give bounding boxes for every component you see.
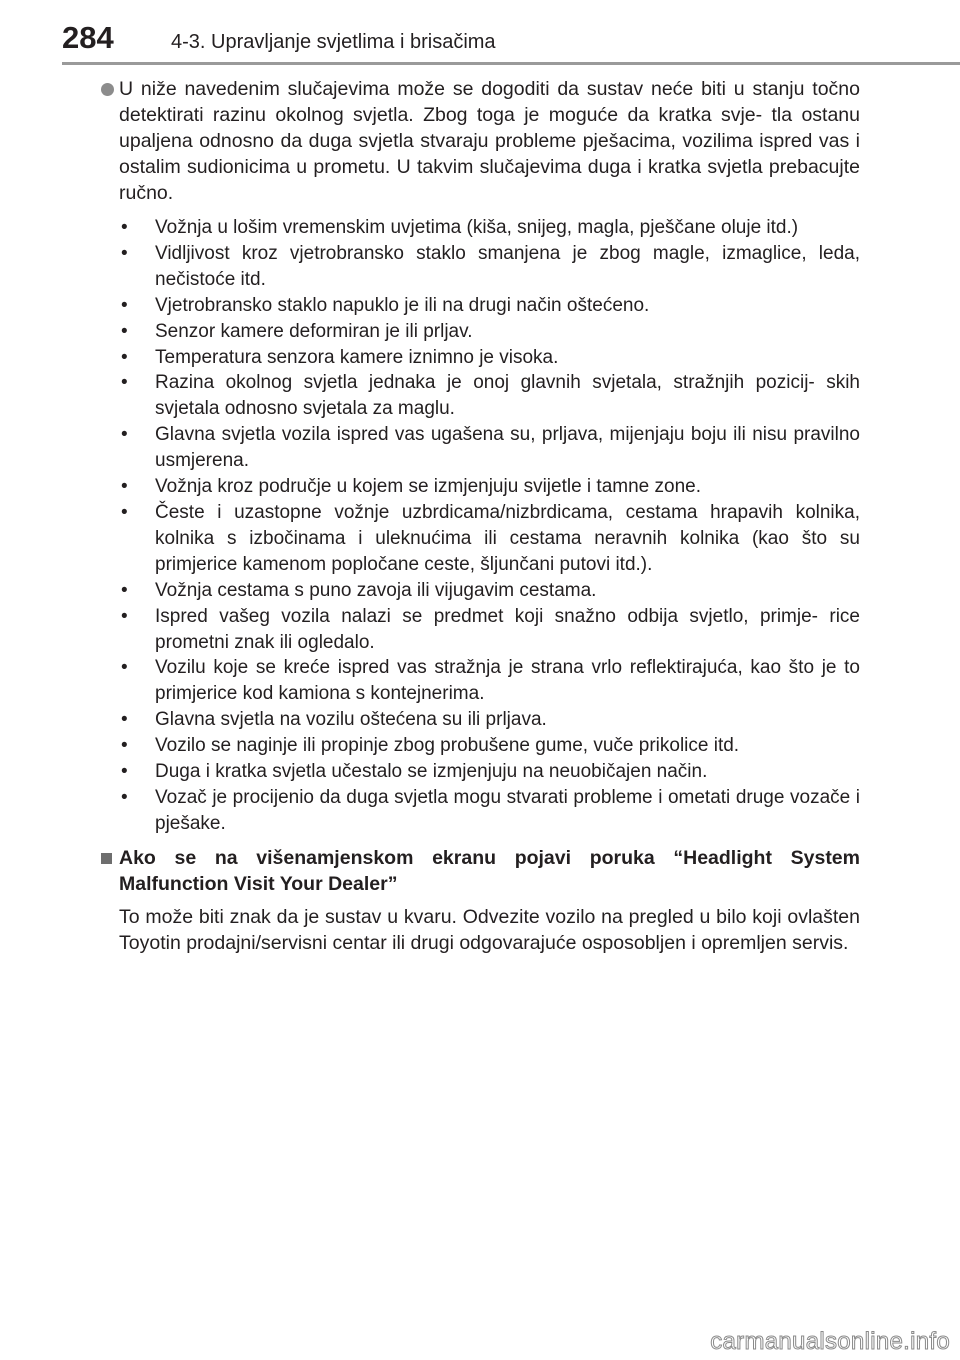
list-item bbox=[120, 733, 860, 759]
bullet-dot-icon: • bbox=[121, 735, 128, 757]
list-item bbox=[120, 293, 860, 319]
list-item-text: Glavna svjetla na vozilu oštećena su ili prljava. bbox=[155, 709, 547, 731]
watermark-logo: carmanualsonline.info bbox=[710, 1328, 950, 1355]
header-divider bbox=[62, 62, 960, 65]
section-heading: Ako se na višenamjenskom ekranu pojavi poruka “Headlight System Malfunction Visit Your Dealer” bbox=[119, 846, 860, 895]
list-item-text: Vožnja u lošim vremenskim uvjetima (kiša, snijeg, magla, pješčane oluje itd.) bbox=[155, 217, 799, 238]
bullet-dot-icon: • bbox=[121, 761, 128, 783]
list-item bbox=[120, 241, 860, 293]
bullet-dot-icon: • bbox=[121, 320, 128, 342]
list-item-text: Senzor kamere deformiran je ili prljav. bbox=[155, 320, 473, 342]
bullet-dot-icon: • bbox=[121, 709, 128, 731]
list-item bbox=[120, 319, 860, 345]
list-item bbox=[120, 474, 860, 500]
bullet-dot-icon: • bbox=[121, 476, 128, 498]
list-item-text: Vožnja cestama s puno zavoja ili vijugavim cestama. bbox=[155, 579, 597, 601]
list-item-text: Vidljivost kroz vjetrobransko staklo smanjena je zbog magle, izmaglice, leda, nečistoće itd. bbox=[155, 242, 860, 290]
list-item-text: Temperatura senzora kamere iznimno je visoka. bbox=[155, 346, 559, 368]
bullet-dot-icon: • bbox=[121, 424, 128, 446]
bullet-dot-icon: • bbox=[121, 786, 128, 808]
list-item bbox=[120, 759, 860, 785]
bullet-dot-icon: • bbox=[121, 605, 128, 627]
bullet-dot-icon: • bbox=[121, 657, 128, 679]
list-item-text: Vozač je procijenio da duga svjetla mogu stvarati probleme i ometati druge vozače i pješake. bbox=[155, 786, 860, 834]
square-bullet-icon bbox=[101, 853, 112, 864]
list-item-text: Vozilu koje se kreće ispred vas stražnja je strana vrlo reflektirajuća, kao što je to primjerice kod kamiona s kontejnerima. bbox=[155, 657, 860, 705]
list-item bbox=[120, 655, 860, 707]
bullet-dot-icon: • bbox=[121, 346, 128, 368]
list-item bbox=[120, 370, 860, 422]
list-item bbox=[120, 604, 860, 656]
intro-text: U niže navedenim slučajevima može se dogoditi da sustav neće biti u stanju točno detektirati razinu okolnog svjetla. Zbog toga je moguće da kratka svje- tla ostanu upaljena odnosno da duga svjetla stvaraju probleme pješacima, vozilima ispred vas i ostalim sudionicima u prometu. U takvim slučajevima duga i kratka svjetla prebacujte ručno. bbox=[119, 78, 860, 204]
bullet-dot-icon: • bbox=[121, 242, 128, 264]
list-item bbox=[120, 422, 860, 474]
bullet-dot-icon: • bbox=[121, 294, 128, 316]
list-item-text: Vjetrobransko staklo napuklo je ili na drugi način oštećeno. bbox=[155, 294, 650, 316]
list-item bbox=[120, 578, 860, 604]
condition-list bbox=[100, 215, 860, 837]
list-item-text: Razina okolnog svjetla jednaka je onoj glavnih svjetala, stražnjih pozicij- skih svjetala odnosno svjetala za maglu. bbox=[155, 372, 860, 420]
list-item-text: Ispred vašeg vozila nalazi se predmet koji snažno odbija svjetlo, primje- rice prometni znak ili ogledalo. bbox=[155, 605, 860, 653]
intro-paragraph bbox=[100, 76, 860, 206]
list-item-text: Vozilo se naginje ili propinje zbog probušene gume, vuče prikolice itd. bbox=[155, 735, 740, 757]
bullet-dot-icon: • bbox=[121, 217, 128, 238]
list-item-text: Duga i kratka svjetla učestalo se izmjenjuju na neuobičajen način. bbox=[155, 761, 708, 783]
section-title: 4-3. Upravljanje svjetlima i brisačima bbox=[171, 31, 496, 53]
list-item bbox=[120, 500, 860, 578]
warning-section bbox=[100, 845, 860, 956]
list-item-text: Glavna svjetla vozila ispred vas ugašena su, prljava, mijenjaju boju ili nisu pravilno usmjerena. bbox=[155, 424, 860, 472]
list-item-text: Česte i uzastopne vožnje uzbrdicama/nizbrdicama, cestama hrapavih kolnika, kolnika s izbočinama i uleknućima ili cestama neravnih kolnika (kao što su primjerice kamenom popločane ceste, šljunčani putovi itd.). bbox=[155, 501, 860, 575]
list-item-text: Vožnja kroz područje u kojem se izmjenjuju svijetle i tamne zone. bbox=[155, 476, 701, 498]
circle-bullet-icon bbox=[101, 83, 114, 96]
list-item bbox=[120, 215, 860, 241]
list-item bbox=[120, 785, 860, 837]
page-number: 284 bbox=[62, 20, 114, 55]
bullet-dot-icon: • bbox=[121, 372, 128, 394]
bullet-dot-icon: • bbox=[121, 579, 128, 601]
list-item bbox=[120, 345, 860, 371]
page-content bbox=[100, 76, 860, 956]
bullet-dot-icon: • bbox=[121, 501, 128, 523]
section-body: To može biti znak da je sustav u kvaru. Odvezite vozilo na pregled u bilo koji ovlašten Toyotin prodajni/servisni centar ili drugi odgovarajuće osposobljen i opremljen servis. bbox=[119, 905, 860, 954]
list-item bbox=[120, 707, 860, 733]
